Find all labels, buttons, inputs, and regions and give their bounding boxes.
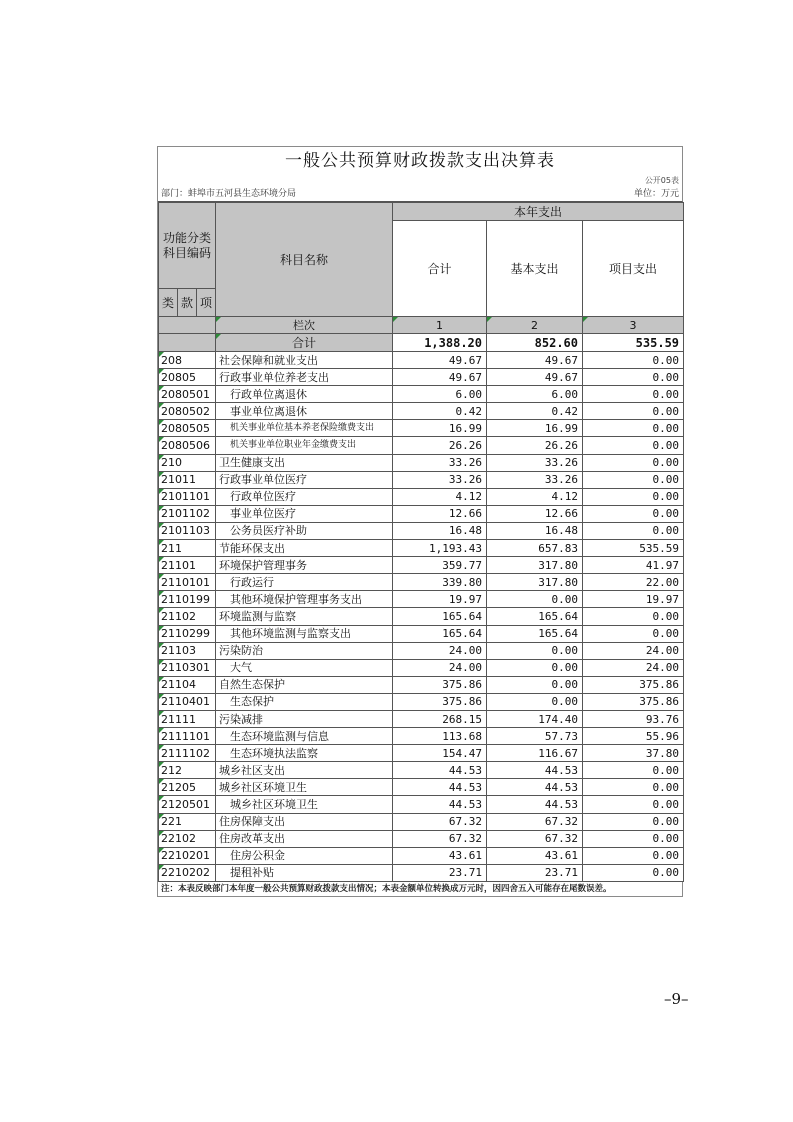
row-basic: 49.67: [487, 369, 583, 386]
table-row: [159, 659, 684, 676]
table-row: [159, 864, 684, 881]
row-total: 43.61: [393, 847, 487, 864]
row-code: 21104: [159, 676, 216, 693]
row-name: 节能环保支出: [216, 540, 393, 557]
row-basic: 165.64: [487, 608, 583, 625]
row-total: 16.99: [393, 420, 487, 437]
row-project: 0.00: [583, 454, 684, 471]
row-name: 机关事业单位基本养老保险缴费支出: [216, 420, 393, 437]
row-total: 375.86: [393, 693, 487, 710]
row-total: 4.12: [393, 488, 487, 505]
row-code: 2080501: [159, 386, 216, 403]
row-project: 22.00: [583, 574, 684, 591]
table-row: [159, 710, 684, 727]
row-code: 208: [159, 352, 216, 369]
table-row: [159, 796, 684, 813]
total-header: 合计: [393, 221, 487, 317]
table-row: [159, 386, 684, 403]
column-order-label: 栏次: [216, 317, 393, 334]
row-basic: 44.53: [487, 779, 583, 796]
row-total: 24.00: [393, 659, 487, 676]
row-basic: 174.40: [487, 710, 583, 727]
table-row: [159, 693, 684, 710]
row-code: 2111102: [159, 745, 216, 762]
row-total: 12.66: [393, 505, 487, 522]
row-name: 事业单位医疗: [216, 505, 393, 522]
row-project: 0.00: [583, 864, 684, 881]
table-row: [159, 574, 684, 591]
row-name: 自然生态保护: [216, 676, 393, 693]
row-name: 生态环境执法监察: [216, 745, 393, 762]
row-project: 0.00: [583, 796, 684, 813]
row-total: 16.48: [393, 522, 487, 539]
kuan-header: 款: [178, 289, 197, 317]
row-total: 26.26: [393, 437, 487, 454]
row-code: 2110101: [159, 574, 216, 591]
row-project: 0.00: [583, 847, 684, 864]
row-total: 44.53: [393, 796, 487, 813]
table-row: [159, 437, 684, 454]
row-name: 行政事业单位养老支出: [216, 369, 393, 386]
row-name: 卫生健康支出: [216, 454, 393, 471]
row-total: 44.53: [393, 779, 487, 796]
row-basic: 16.48: [487, 522, 583, 539]
table-row: [159, 608, 684, 625]
row-project: 24.00: [583, 659, 684, 676]
subject-name-header: 科目名称: [216, 203, 393, 317]
row-total: 268.15: [393, 710, 487, 727]
expenditure-table: [158, 202, 684, 882]
row-basic: 33.26: [487, 454, 583, 471]
row-code: 2101103: [159, 522, 216, 539]
row-name: 机关事业单位职业年金缴费支出: [216, 437, 393, 454]
table-row: [159, 505, 684, 522]
row-project: 37.80: [583, 745, 684, 762]
row-name: 污染防治: [216, 642, 393, 659]
row-code: 211: [159, 540, 216, 557]
row-basic: 657.83: [487, 540, 583, 557]
row-name: 大气: [216, 659, 393, 676]
row-project: 0.00: [583, 762, 684, 779]
sum-basic: 852.60: [487, 334, 583, 352]
row-code: 22102: [159, 830, 216, 847]
row-project: 0.00: [583, 779, 684, 796]
row-basic: 12.66: [487, 505, 583, 522]
table-row: [159, 369, 684, 386]
row-name: 生态保护: [216, 693, 393, 710]
row-code: 21101: [159, 557, 216, 574]
row-name: 城乡社区环境卫生: [216, 796, 393, 813]
row-total: 339.80: [393, 574, 487, 591]
row-code: 2210201: [159, 847, 216, 864]
row-basic: 43.61: [487, 847, 583, 864]
row-project: 535.59: [583, 540, 684, 557]
table-row: [159, 454, 684, 471]
row-total: 23.71: [393, 864, 487, 881]
row-name: 公务员医疗补助: [216, 522, 393, 539]
page-number: –9–: [664, 990, 689, 1008]
table-row: [159, 488, 684, 505]
row-name: 城乡社区支出: [216, 762, 393, 779]
row-project: 0.00: [583, 813, 684, 830]
row-name: 提租补贴: [216, 864, 393, 881]
department-label: 部门：蚌埠市五河县生态环境分局: [161, 189, 297, 199]
table-row: [159, 591, 684, 608]
table-row: [159, 625, 684, 642]
table-row: [159, 779, 684, 796]
row-name: 社会保障和就业支出: [216, 352, 393, 369]
unit-label: 单位：万元: [633, 189, 679, 199]
table-row: [159, 540, 684, 557]
row-name: 住房保障支出: [216, 813, 393, 830]
row-basic: 0.00: [487, 693, 583, 710]
row-basic: 0.42: [487, 403, 583, 420]
row-total: 33.26: [393, 471, 487, 488]
row-code: 2110401: [159, 693, 216, 710]
row-project: 0.00: [583, 522, 684, 539]
table-title: 一般公共预算财政拨款支出决算表: [158, 146, 683, 175]
table-body: [159, 352, 684, 882]
row-code: 2101102: [159, 505, 216, 522]
row-total: 154.47: [393, 745, 487, 762]
row-name: 环境保护管理事务: [216, 557, 393, 574]
row-code: 2110199: [159, 591, 216, 608]
row-project: 0.00: [583, 386, 684, 403]
row-name: 环境监测与监察: [216, 608, 393, 625]
func-code-header: 功能分类科目编码: [159, 203, 216, 289]
sum-project: 535.59: [583, 334, 684, 352]
row-basic: 317.80: [487, 557, 583, 574]
row-project: 93.76: [583, 710, 684, 727]
row-total: 165.64: [393, 625, 487, 642]
form-number: 公开05表: [158, 175, 683, 187]
row-project: 0.00: [583, 488, 684, 505]
row-total: 49.67: [393, 369, 487, 386]
current-year-header: 本年支出: [393, 203, 684, 221]
row-basic: 23.71: [487, 864, 583, 881]
row-total: 359.77: [393, 557, 487, 574]
row-total: 375.86: [393, 676, 487, 693]
row-basic: 116.67: [487, 745, 583, 762]
row-basic: 33.26: [487, 471, 583, 488]
row-basic: 4.12: [487, 488, 583, 505]
row-name: 其他环境监测与监察支出: [216, 625, 393, 642]
row-total: 67.32: [393, 813, 487, 830]
row-code: 2101101: [159, 488, 216, 505]
row-name: 住房公积金: [216, 847, 393, 864]
table-row: [159, 471, 684, 488]
table-row: [159, 745, 684, 762]
row-code: 221: [159, 813, 216, 830]
row-basic: 67.32: [487, 813, 583, 830]
row-project: 375.86: [583, 693, 684, 710]
row-code: 2110301: [159, 659, 216, 676]
col-3-index: 3: [583, 317, 684, 334]
row-basic: 165.64: [487, 625, 583, 642]
row-code: 21205: [159, 779, 216, 796]
row-basic: 0.00: [487, 642, 583, 659]
row-total: 33.26: [393, 454, 487, 471]
table-row: [159, 813, 684, 830]
row-code: 2080502: [159, 403, 216, 420]
row-name: 行政单位医疗: [216, 488, 393, 505]
row-code: 21111: [159, 710, 216, 727]
row-project: 19.97: [583, 591, 684, 608]
row-basic: 317.80: [487, 574, 583, 591]
row-code: 21011: [159, 471, 216, 488]
row-project: 0.00: [583, 608, 684, 625]
row-project: 0.00: [583, 369, 684, 386]
row-project: 0.00: [583, 625, 684, 642]
row-code: 2080506: [159, 437, 216, 454]
col-2-index: 2: [487, 317, 583, 334]
row-project: 41.97: [583, 557, 684, 574]
row-basic: 44.53: [487, 762, 583, 779]
budget-sheet: [157, 146, 683, 897]
row-name: 城乡社区环境卫生: [216, 779, 393, 796]
row-code: 21103: [159, 642, 216, 659]
row-name: 生态环境监测与信息: [216, 728, 393, 745]
row-code: 212: [159, 762, 216, 779]
row-name: 行政单位离退休: [216, 386, 393, 403]
row-basic: 67.32: [487, 830, 583, 847]
table-row: [159, 403, 684, 420]
table-row: [159, 522, 684, 539]
table-row: [159, 352, 684, 369]
table-row: [159, 847, 684, 864]
project-header: 项目支出: [583, 221, 684, 317]
row-project: 0.00: [583, 505, 684, 522]
row-code: 2111101: [159, 728, 216, 745]
table-row: [159, 557, 684, 574]
table-row: [159, 830, 684, 847]
table-row: [159, 762, 684, 779]
row-total: 44.53: [393, 762, 487, 779]
row-basic: 44.53: [487, 796, 583, 813]
table-note: 注：本表反映部门本年度一般公共预算财政拨款支出情况；本表金额单位转换成万元时，因四舍五入可能存在尾数误差。: [158, 882, 683, 897]
row-basic: 16.99: [487, 420, 583, 437]
row-total: 0.42: [393, 403, 487, 420]
row-total: 113.68: [393, 728, 487, 745]
row-code: 20805: [159, 369, 216, 386]
col-1-index: 1: [393, 317, 487, 334]
row-project: 0.00: [583, 437, 684, 454]
row-name: 行政事业单位医疗: [216, 471, 393, 488]
table-row: [159, 420, 684, 437]
row-basic: 0.00: [487, 591, 583, 608]
table-row: [159, 676, 684, 693]
row-total: 165.64: [393, 608, 487, 625]
row-project: 375.86: [583, 676, 684, 693]
row-project: 0.00: [583, 403, 684, 420]
row-name: 事业单位离退休: [216, 403, 393, 420]
row-basic: 0.00: [487, 659, 583, 676]
row-total: 24.00: [393, 642, 487, 659]
xiang-header: 项: [197, 289, 216, 317]
row-basic: 0.00: [487, 676, 583, 693]
row-basic: 49.67: [487, 352, 583, 369]
row-code: 2080505: [159, 420, 216, 437]
row-project: 24.00: [583, 642, 684, 659]
row-basic: 26.26: [487, 437, 583, 454]
row-name: 行政运行: [216, 574, 393, 591]
row-project: 0.00: [583, 830, 684, 847]
lei-header: 类: [159, 289, 178, 317]
row-basic: 57.73: [487, 728, 583, 745]
row-code: 2110299: [159, 625, 216, 642]
row-total: 49.67: [393, 352, 487, 369]
row-total: 6.00: [393, 386, 487, 403]
row-project: 0.00: [583, 471, 684, 488]
department-unit-row: [158, 187, 683, 202]
row-code: 2120501: [159, 796, 216, 813]
row-name: 其他环境保护管理事务支出: [216, 591, 393, 608]
sum-total: 1,388.20: [393, 334, 487, 352]
row-total: 19.97: [393, 591, 487, 608]
row-total: 67.32: [393, 830, 487, 847]
row-project: 55.96: [583, 728, 684, 745]
row-code: 21102: [159, 608, 216, 625]
row-project: 0.00: [583, 352, 684, 369]
table-row: [159, 728, 684, 745]
row-name: 住房改革支出: [216, 830, 393, 847]
table-row: [159, 642, 684, 659]
sum-label: 合计: [216, 334, 393, 352]
row-basic: 6.00: [487, 386, 583, 403]
row-code: 210: [159, 454, 216, 471]
row-project: 0.00: [583, 420, 684, 437]
row-name: 污染减排: [216, 710, 393, 727]
row-code: 2210202: [159, 864, 216, 881]
basic-header: 基本支出: [487, 221, 583, 317]
row-total: 1,193.43: [393, 540, 487, 557]
